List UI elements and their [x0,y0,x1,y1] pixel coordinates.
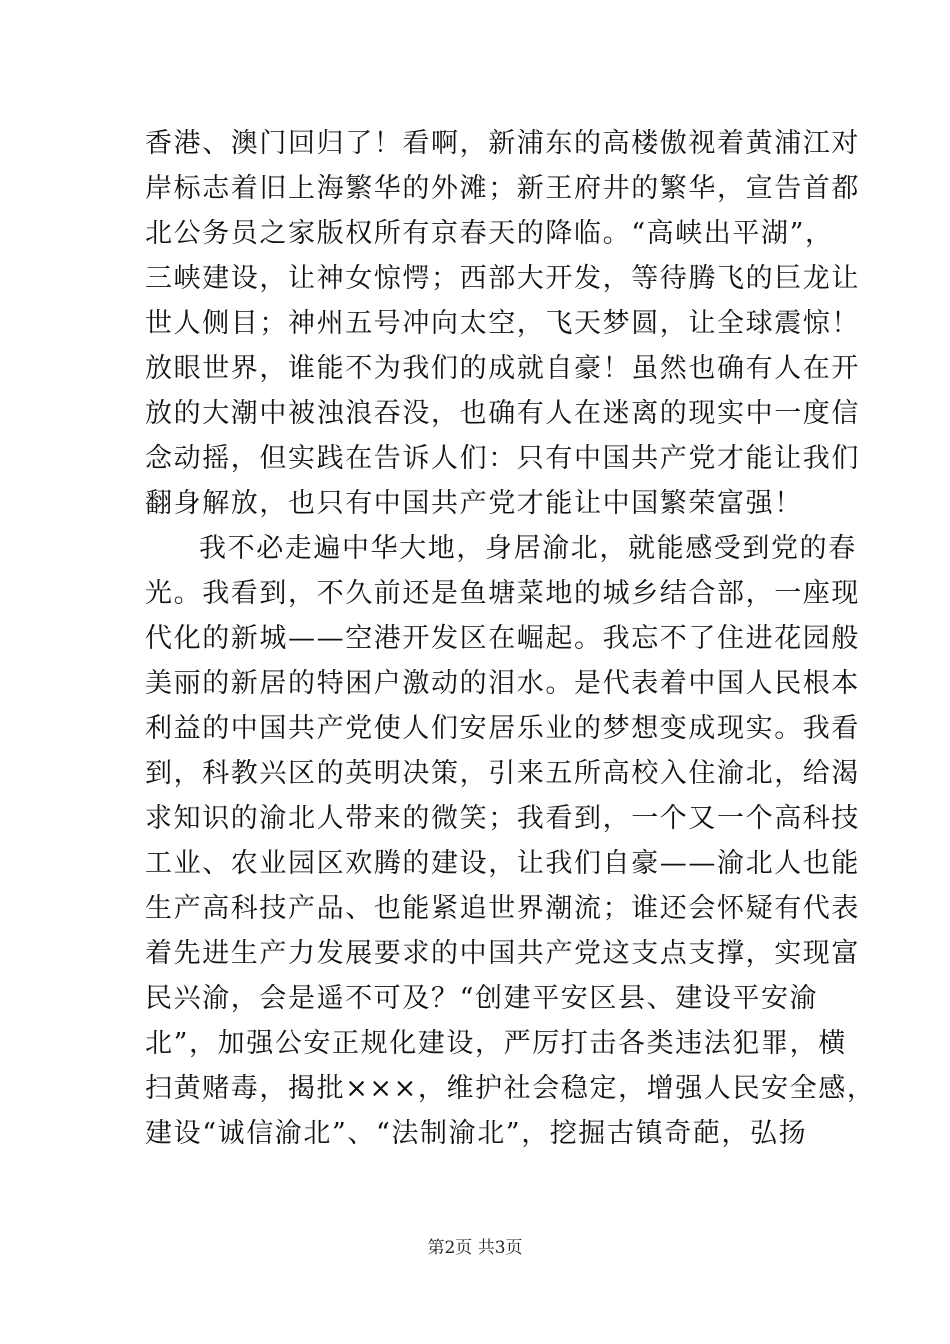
text-line: 光。我看到，不久前还是鱼塘菜地的城乡结合部，一座现 [145,578,860,609]
text-line: 放的大潮中被浊浪吞没，也确有人在迷离的现实中一度信 [145,398,860,429]
text-line: 三峡建设，让神女惊愕；西部大开发，等待腾飞的巨龙让 [145,263,860,294]
text-line: 着先进生产力发展要求的中国共产党这支点支撑，实现富 [145,938,860,969]
text-line: 利益的中国共产党使人们安居乐业的梦想变成现实。我看 [145,713,860,744]
text-line: 到，科教兴区的英明决策，引来五所高校入住渝北，给渴 [145,758,860,789]
text-line: 代化的新城——空港开发区在崛起。我忘不了住进花园般 [145,623,860,654]
text-line: 北公务员之家版权所有京春天的降临。“高峡出平湖”， [145,218,834,249]
text-line: 生产高科技产品、也能紧追世界潮流；谁还会怀疑有代表 [145,893,860,924]
text-line: 求知识的渝北人带来的微笑；我看到，一个又一个高科技 [145,803,860,834]
text-line: 岸标志着旧上海繁华的外滩；新王府井的繁华，宣告首都 [145,173,860,204]
text-line: 翻身解放，也只有中国共产党才能让中国繁荣富强！ [145,488,803,519]
text-line: 工业、农业园区欢腾的建设，让我们自豪——渝北人也能 [145,848,860,879]
paragraph-start-line: 我不必走遍中华大地，身居渝北，就能感受到党的春 [199,533,857,564]
text-line: 香港、澳门回归了！看啊，新浦东的高楼傲视着黄浦江对 [145,128,860,159]
text-line: 放眼世界，谁能不为我们的成就自豪！虽然也确有人在开 [145,353,860,384]
text-line: 扫黄赌毒，揭批×××，维护社会稳定，增强人民安全感， [145,1073,876,1104]
text-line: 念动摇，但实践在告诉人们：只有中国共产党才能让我们 [145,443,860,474]
text-line: 北”，加强公安正规化建设，严厉打击各类违法犯罪，横 [145,1028,847,1059]
page-footer: 第2页 共3页 [427,1238,523,1258]
text-line: 建设“诚信渝北”、“法制渝北”，挖掘古镇奇葩，弘扬 [145,1118,808,1149]
text-line: 民兴渝，会是遥不可及？“创建平安区县、建设平安渝 [145,983,819,1014]
text-line: 世人侧目；神州五号冲向太空，飞天梦圆，让全球震惊！ [145,308,860,339]
text-line: 美丽的新居的特困户激动的泪水。是代表着中国人民根本 [145,668,860,699]
